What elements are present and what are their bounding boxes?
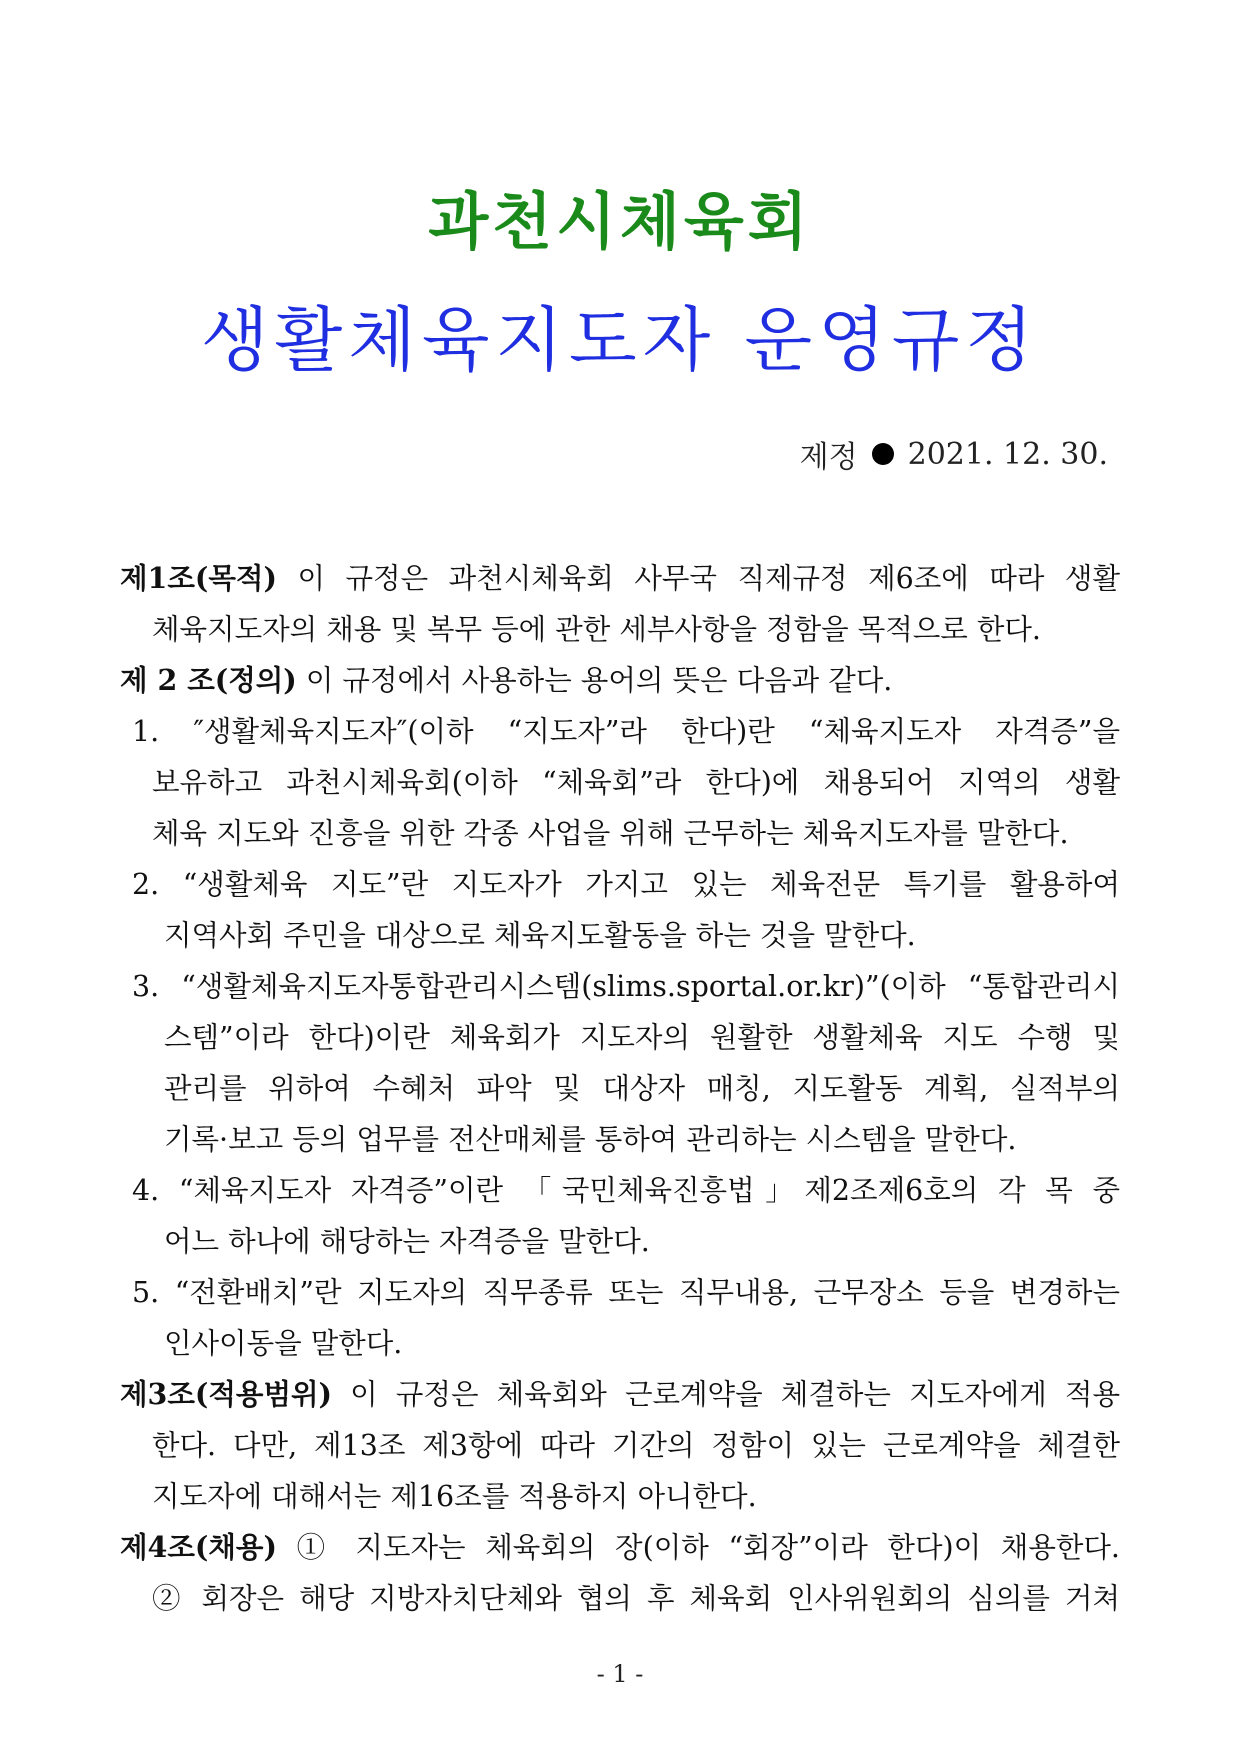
bullet-dot-icon	[872, 443, 894, 465]
article-text: 3. “생활체육지도자통합관리시스템(slims.sportal.or.kr)”(이하 “통합관리시	[132, 970, 1120, 1003]
article-text: 보유하고 과천시체육회(이하 “체육회”라 한다)에 채용되어 지역의 생활	[152, 766, 1120, 799]
article-heading: 제3조(적용범위)	[120, 1377, 332, 1411]
article-text: 이 규정에서 사용하는 용어의 뜻은 다음과 같다.	[296, 664, 893, 697]
article-heading: 제1조(목적)	[120, 561, 277, 595]
article-text: 5. “전환배치”란 지도자의 직무종류 또는 직무내용, 근무장소 등을 변경하는	[132, 1276, 1120, 1309]
article-text: 지도자에 대해서는 제16조를 적용하지 아니한다.	[152, 1480, 757, 1513]
enactment-line	[800, 432, 1108, 476]
article-text: 체육 지도와 진흥을 위한 각종 사업을 위해 근무하는 체육지도자를 말한다.	[152, 817, 1069, 850]
body-line	[120, 1318, 1120, 1369]
article-text: 4. “체육지도자 자격증”이란 「국민체육진흥법」제2조제6호의 각 목 중	[132, 1174, 1120, 1207]
article-text: 이 규정은 체육회와 근로계약을 체결하는 지도자에게 적용	[332, 1378, 1120, 1411]
body-line	[120, 655, 1120, 706]
article-text: 어느 하나에 해당하는 자격증을 말한다.	[164, 1225, 650, 1258]
body-line	[120, 604, 1120, 655]
body-line	[120, 808, 1120, 859]
body-line	[120, 961, 1120, 1012]
enactment-label: 제정	[799, 440, 858, 475]
body-line	[120, 1522, 1120, 1573]
body-line	[120, 553, 1120, 604]
article-text: 관리를 위하여 수혜처 파악 및 대상자 매칭, 지도활동 계획, 실적부의	[164, 1072, 1120, 1105]
body-line	[120, 1165, 1120, 1216]
article-text: 인사이동을 말한다.	[164, 1327, 403, 1360]
body-line	[120, 1063, 1120, 1114]
article-text: 이 규정은 과천시체육회 사무국 직제규정 제6조에 따라 생활	[276, 562, 1120, 595]
body-line	[120, 1012, 1120, 1063]
document-title: 과천시체육회	[428, 185, 812, 258]
regulation-body	[120, 553, 1120, 1624]
document-subtitle: 생활체육지도자 운영규정	[200, 299, 1040, 381]
body-line	[120, 859, 1120, 910]
article-text: 스템”이라 한다)이란 체육회가 지도자의 원활한 생활체육 지도 수행 및	[164, 1021, 1120, 1054]
article-heading: 제4조(채용)	[120, 1530, 277, 1564]
body-line	[120, 706, 1120, 757]
enactment-date: 2021. 12. 30.	[907, 436, 1108, 472]
article-text: 기록·보고 등의 업무를 전산매체를 통하여 관리하는 시스템을 말한다.	[164, 1123, 1017, 1156]
body-line	[120, 1114, 1120, 1165]
article-heading: 제 2 조(정의)	[120, 663, 297, 697]
body-line	[120, 757, 1120, 808]
body-line	[120, 1471, 1120, 1522]
article-text: 한다. 다만, 제13조 제3항에 따라 기간의 정함이 있는 근로계약을 체결한	[152, 1429, 1120, 1462]
body-line	[120, 1573, 1120, 1624]
body-line	[120, 1267, 1120, 1318]
article-text: 2. “생활체육 지도”란 지도자가 가지고 있는 체육전문 특기를 활용하여	[132, 868, 1120, 901]
body-line	[120, 1369, 1120, 1420]
article-text: ① 지도자는 체육회의 장(이하 “회장”이라 한다)이 채용한다.	[276, 1531, 1120, 1564]
body-line	[120, 1420, 1120, 1471]
article-text: ② 회장은 해당 지방자치단체와 협의 후 체육회 인사위원회의 심의를 거쳐	[152, 1582, 1120, 1615]
article-text: 지역사회 주민을 대상으로 체육지도활동을 하는 것을 말한다.	[164, 919, 916, 952]
article-text: 1. ″생활체육지도자″(이하 “지도자”라 한다)란 “체육지도자 자격증”을	[132, 715, 1120, 748]
body-line	[120, 1216, 1120, 1267]
page-number: - 1 -	[596, 1660, 644, 1688]
body-line	[120, 910, 1120, 961]
article-text: 체육지도자의 채용 및 복무 등에 관한 세부사항을 정함을 목적으로 한다.	[152, 613, 1041, 646]
